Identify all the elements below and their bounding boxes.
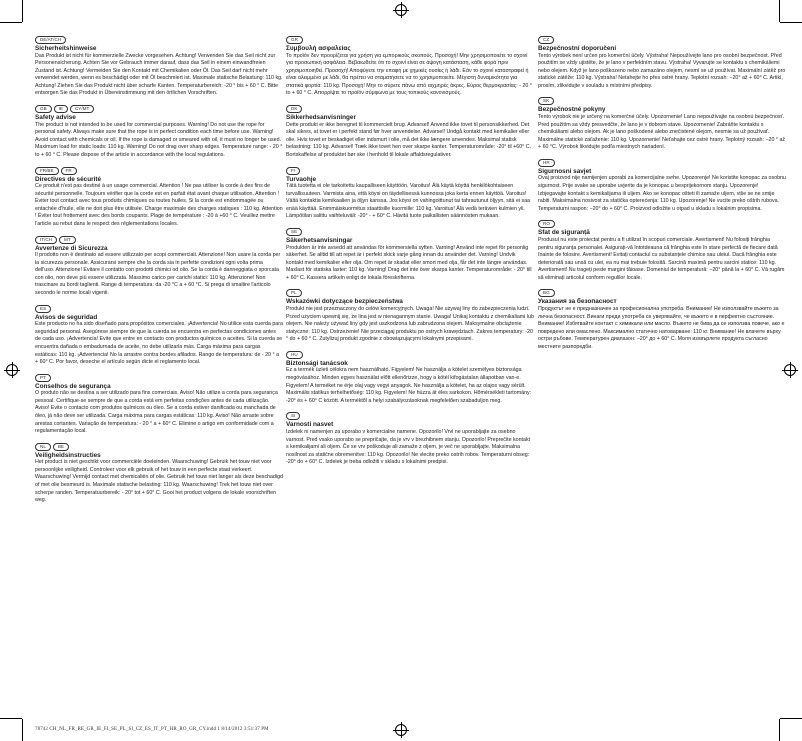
section-title: Συμβουλή ασφαλείας bbox=[286, 45, 351, 52]
crop-mark bbox=[22, 0, 23, 22]
safety-section bbox=[35, 105, 283, 159]
language-badge: NL bbox=[35, 443, 51, 451]
safety-section bbox=[538, 36, 786, 90]
language-badges bbox=[538, 159, 786, 167]
language-badge: CZ bbox=[538, 36, 554, 44]
safety-section bbox=[286, 167, 534, 221]
safety-section bbox=[35, 167, 283, 229]
language-badges bbox=[35, 236, 283, 244]
language-badge: BE bbox=[53, 443, 69, 451]
section-title: Varnosti nasvet bbox=[286, 421, 334, 429]
safety-section bbox=[538, 159, 786, 213]
section-title: Safety advise bbox=[35, 114, 76, 122]
safety-section bbox=[35, 36, 283, 98]
safety-section bbox=[35, 374, 283, 436]
crop-mark bbox=[0, 718, 22, 719]
crop-mark bbox=[0, 22, 22, 23]
section-title: Bezpečnostné pokyny bbox=[538, 106, 606, 114]
language-badge: GB bbox=[35, 105, 52, 113]
section-body: O produto não se destina a ser utilizado para fins comerciais. Aviso! Não utilize a corda para segurança pessoal. Certifique-se sempre de que a corda está em perfeitas condições antes de cada utilização. Aviso! Evite o contacto com produtos químicos ou óleo. Se a corda estiver danificada ou manchada de óleo, já não deve ser utilizada. Carga máxima para cargas estáticas: 110 kg. Aviso! Não arraste sobre arestas cortantes. Variação de temperatura: - 20 ° a + 60° C. Elimine o artigo em conformidade com a regulamentação local. bbox=[35, 390, 278, 435]
section-title: Biztonsági tanácsok bbox=[286, 359, 348, 367]
safety-section bbox=[35, 305, 283, 367]
section-body: Este producto no ha sido diseñado para propósitos comerciales. ¡Advertencia! No utilice esta cuerda para seguridad personal. Asegúrese siempre de que la cuerda se encuentra en perfectas condiciones antes de cada uso. ¡Advertencia! Evite que entre en contacto con productos químicos o aceites. Si la cuerda se encuentra dañada o embadurnada de aceite, no debe utilizarla más. Carga máxima para cargas estáticas: 110 kg. ¡Advertencia! No la arrastre contra bordes afilados. Rango de temperatura: de - 20 ° a + 60° C. Por favor, deseche el artículo según dicte el reglamento local. bbox=[35, 321, 283, 366]
language-badges bbox=[286, 167, 534, 175]
safety-section bbox=[538, 289, 786, 351]
column-2 bbox=[286, 36, 534, 474]
section-body: Dette produkt er ikke beregnet til kommercielt brug. Advarsel! Anvend ikke tovet til personsikkerhed. Det skal sikres, at tovet er i perfekt stand før hver anvendelse. Advarsel! Undgå kontakt med kemikalier eller olie. Hvis tovet er beskadiget eller indsmurt i olie, må det ikke længere anvendes. Maksimal statisk belastning: 110 kg. Advarsel! Træk ikke tovet hen over skarpe kanter. Temperaturområde: -20° til +60° C. Bortskaffelse af produktet bør ske i henhold til lokale affaldsregulativer. bbox=[286, 121, 532, 158]
section-body: Tento výrobok nie je určený na komerčné účely. Upozornenie! Lano nepoužívajte na osobnú bezpečnosť. Pred použitím sa vždy presvedčte, že lano je v dobrom stave. Upozornenie! Zabráňte kontaktu s chemikáliami alebo olejom. Ak je lano poškodené alebo znečistené olejom, nesmie sa už používať. Maximálne statické zaťaženie: 110 kg. Upozornenie! Neťahajte cez ostré hrany. Teplotný rozsah: −20 ° až + 60 °C. Výrobok likvidujte podľa miestnych nariadení. bbox=[538, 113, 786, 151]
section-body: Produkt nie jest przeznaczony do celów komercyjnych. Uwaga! Nie używaj liny do zabezpieczenia ludzi. Przed użyciem upewnij się, że lina jest w nienagannym stanie. Uwaga! Unikaj kontaktu z chemikaliami lub olejem. Nie należy używać liny gdy jest uszkodzona lub zabrudzona olejem. Maksymalne obciążenie statyczne: 110 kg. Ostrzeżenie! Nie przeciągaj produktu po ostrych krawędziach. Zakres temperatury: -20 ° do + 60 ° C. Zutylizuj produkt zgodnie z obowiązującymi lokalnymi przepisami. bbox=[286, 305, 534, 343]
language-badge: FI bbox=[286, 167, 300, 175]
section-title: Directives de sécurité bbox=[35, 175, 102, 183]
language-badges bbox=[286, 289, 534, 297]
language-badges bbox=[538, 289, 786, 297]
language-badges bbox=[286, 351, 534, 359]
language-badges bbox=[35, 105, 283, 113]
registration-mark-icon bbox=[784, 364, 796, 376]
safety-section bbox=[35, 443, 283, 505]
language-badge: MT bbox=[59, 236, 76, 244]
section-title: Sicherheitshinweise bbox=[35, 45, 97, 52]
section-body: Produsul nu este proiectat pentru a fi utilizat în scopuri comerciale. Avertisment! Nu folosiți frânghia pentru siguranța personalei. Asigurați-vă întotdeauna că frânghia este în stare perfectă de fiecare dată înainte de folosire. Avertisment! Evitați contactul cu substanțele chimice sau uleiul. Dacă frânghia este deteriorată sau unsă cu ulei, ea nu mai trebuie folosită. Sarcină maximă pentru sarcini statice: 110 kg. Avertisment! Nu trageți peste margini tăioase. Domeniul de temperatură: −20° până la + 60° C. Vă rugăm să eliminați articolul conform regulilor locale. bbox=[538, 236, 785, 281]
safety-section bbox=[286, 228, 534, 282]
safety-section bbox=[538, 97, 786, 151]
section-body: Das Produkt ist nicht für kommerzielle Zwecke vorgesehen. Achtung! Verwenden Sie das Seil nicht zur Personensicherung. Achten Sie vor Gebrauch immer darauf, dass das Seil in einem einwandfreien Zustand ist. Achtung! Vermeiden Sie den Kontakt mit Chemikalien oder Öl. Das Seil darf nicht mehr verwendet werden, wenn es beschädigt oder mit Öl beschmiert ist. Maximale statische Belastung: 110 kg. Achtung! Ziehen Sie das Produkt nicht über scharfe Kanten. Temperaturbereich: -20 ° bis + 60 ° C. Bitte entsorgen Sie das Produkt in Übereinstimmung mit den örtlichen Vorschriften. bbox=[35, 52, 283, 97]
language-badge: HU bbox=[286, 351, 303, 359]
registration-mark-icon bbox=[395, 4, 407, 16]
section-body: The product is not intended to be used for commercial purposes. Warning! Do not use the rope for personal safety. Always make sure that the rope is in perfect condition each time before use. Warning! Avoid contact with chemicals or oil. If the rope is damaged or smeared with oil, it must no longer be used. Maximum load for static loads: 110 kg. Warning! Do not drag over sharp edges. Temperature range: - 20 ° to + 60 ° C. Please dispose of the article in accordance with the local regulations. bbox=[35, 121, 283, 158]
section-title: Wskazówki dotyczące bezpieczeństwa bbox=[286, 298, 403, 306]
language-badges bbox=[35, 36, 283, 44]
language-badges bbox=[538, 220, 786, 228]
section-title: Sigurnosni savjet bbox=[538, 167, 592, 175]
crop-mark bbox=[779, 0, 780, 22]
language-badge: BG bbox=[538, 289, 555, 297]
language-badges bbox=[35, 443, 283, 451]
registration-mark-icon bbox=[6, 364, 18, 376]
language-badge: IE bbox=[54, 105, 68, 113]
language-badges bbox=[35, 305, 283, 313]
crop-mark bbox=[780, 22, 802, 23]
language-badge: HR bbox=[538, 159, 555, 167]
language-badge: PL bbox=[286, 289, 302, 297]
section-body: Het product is niet geschikt voor commerciële doeleinden. Waarschuwing! Gebruik het touw niet voor persoonlijke veiligheid. Controleer voor elk gebruik of het touw in een perfecte staat verkeert. Waarschuwing! Vermijd contact met chemicaliën of olie. Gebruik het touw niet langer als deze beschadigd of met olie besmeurd is. Maximale statische belasting: 110 kg. Waarschuwing! Trek het touw niet over scherpe randen. Temperatuurbereik: - 20° tot + 60° C. Gooi het product volgens de lokale voorschriften weg. bbox=[35, 459, 284, 504]
section-body: Izdelek ni namenjen za uporabo v komercialne namene. Opozorilo! Vrvi ne uporabljajte za osebno varnost. Pred vsako uporabo se prepričajte, da je vrv v brezhibnem stanju. Opozorilo! Preprečite kontakt s kemikalijami ali oljem. Če se vrv poškoduje ali zamaže z oljem, je več ne uporabljajte. Maksimalna nosilnost za statične obremenitve: 110 kg. Opozorilo! Ne vlecite preko ostrih robov. Temperaturni obseg: -20° do + 60° C. Izdelek je treba odložiti v skladu s lokalnimi predpisi. bbox=[286, 428, 531, 466]
language-badge: SI bbox=[286, 412, 300, 420]
language-badge: SK bbox=[538, 97, 554, 105]
language-badge: RO bbox=[538, 220, 555, 228]
language-badge: ES bbox=[35, 305, 51, 313]
section-title: Turvaohje bbox=[286, 175, 317, 183]
language-badges bbox=[538, 36, 786, 44]
language-badges bbox=[286, 228, 534, 236]
section-title: Conselhos de segurança bbox=[35, 382, 111, 390]
safety-section bbox=[538, 220, 786, 282]
section-title: Säkerhetsanvisningar bbox=[286, 237, 353, 244]
section-body: Produkten är inte avsedd att användas för kommersiella syften. Varning! Använd inte repet för personlig säkerhet. Se alltid till att repet är i perfekt skick varje gång innan du använder det. Varning! Undvik kontakt med kemikalier eller olja. Om repet är skadat eller smort med olja, får det inte längre användas. Maxlast för statiska laster: 110 kg. Varning! Drag det inte över skarpa kanter. Temperaturområde: - 20° till + 60° C. Kassera artikeln enligt de lokala föreskrifterna. bbox=[286, 244, 532, 281]
section-body: Το προϊόν δεν προορίζεται για χρήση για εμπορικούς σκοπούς. Προσοχή! Μην χρησιμοποιείτε το σχοινί για προσωπική ασφάλεια. Βεβαιωθείτε ότι το σχοινί είναι σε άψογη κατάσταση, κάθε φορά πριν χρησιμοποιηθεί. Προσοχή! Αποφύγετε την επαφή με χημικές ουσίες ή λάδι. Εάν το σχοινί καταστραφεί ή είναι αλειμμένο με λάδι, θα πρέπει να σταματήσετε να το χρησιμοποιείτε. Μέγιστη δυναμικότητα για στατικά φορτία: 110 kg. Προσοχή! Μην το σύρετε πάνω από αιχμηρές άκρες. Εύρος θερμοκρασίας: - 20 ° to + 60 ° C. Απορρίψτε το προϊόν σύμφωνα με τους τοπικούς κανονισμούς. bbox=[286, 52, 532, 97]
language-badge: DE/AT/CH bbox=[35, 36, 66, 44]
column-1 bbox=[35, 36, 283, 512]
section-title: Bezpečnostní doporučení bbox=[538, 45, 617, 52]
crop-mark bbox=[779, 719, 780, 741]
safety-section bbox=[286, 289, 534, 343]
section-title: Sikkerhedsanvisninger bbox=[286, 114, 356, 122]
language-badges bbox=[35, 374, 283, 382]
language-badge: GR bbox=[286, 36, 303, 44]
safety-section bbox=[35, 236, 283, 298]
section-title: Указания за безопасност bbox=[538, 298, 617, 306]
section-title: Sfat de siguranță bbox=[538, 229, 590, 237]
language-badge: CY/MT bbox=[70, 105, 94, 113]
language-badges bbox=[286, 412, 534, 420]
safety-section bbox=[286, 412, 534, 466]
language-badge: DK bbox=[286, 105, 302, 113]
section-title: Avisos de seguridad bbox=[35, 313, 98, 321]
language-badges bbox=[286, 105, 534, 113]
section-body: Il prodotto non è destinato ad essere utilizzato per scopi commerciali. Attenzione! Non usare la corda per la sicurezza personale. Assicurarsi sempre che la corda sia in perfette condizioni ogni volta prima dell'uso. Attenzione! Evitare il contatto con prodotti chimici od olio. Se la corda è danneggiata o sporcata con olio, non deve più essere utilizzata. Massimo carico per carichi statici: 110 kg. Attenzione! Non trascinare su bordi taglienti. Range di temperatura: da -20 °C a + 60 °C. Si prega di smaltire l'articolo secondo le norme locali vigenti. bbox=[35, 252, 281, 297]
language-badge: PT bbox=[35, 374, 51, 382]
crop-mark bbox=[22, 719, 23, 741]
safety-section bbox=[286, 105, 534, 159]
registration-mark-icon bbox=[395, 724, 407, 736]
print-slug: 78742 CH_NL_FR_RE_GR_IE_FI_SE_PL_SI_CZ_ES_IT_PT_HR_RO_GR_CY.indd 1 8/14/2012 3:51:37 PM bbox=[35, 727, 269, 732]
section-title: Veiligheidsinstructies bbox=[35, 451, 101, 459]
column-3 bbox=[538, 36, 786, 359]
safety-section bbox=[286, 36, 534, 98]
section-body: Ovaj proizvod nije namijenjen uporabi za komercijalne svrhe. Upozorenje! Ne koristite konopac za osobnu sigurnost. Prije svake se uporabe uvjerite da je konopac u besprijekornom stanju. Upozorenje! Izbjegavajte kontakt s kemikalijama ili uljem. Ako se konopac ošteti ili zamaže uljem, više se ne smije rabiti. Maksimalna nosivost za statička opterećenja: 110 kg. Upozorenje! Ne vucite preko oštrih rubova. Temperaturni raspon: −20° do + 60° C. Proizvod odložite u otpad u skladu s lokalnim propisima. bbox=[538, 175, 786, 212]
language-badge: SE bbox=[286, 228, 302, 236]
section-body: Tento výrobek není určen pro komerční účely. Výstraha! Nepoužívejte lano pro osobní bezpečnost. Před použitím se vždy ujistěte, že je lano v perfektním stavu. Výstraha! Vyvarujte se kontaktu s chemikáliemi nebo olejem. Když je lano poškozeno nebo zamazáno olejem, nesmí se už používat. Maximální zátěž pro statické zátěže: 110 kg. Výstraha! Netahejte ho přes ostré hrany. Teplotní rozsah: −20° až + 60° C. Artikl, prosím, zlikvidujte v souladu s místními předpisy. bbox=[538, 52, 786, 89]
language-badge: FR/BE bbox=[35, 167, 59, 175]
section-body: Ez a termék üzleti célokra nem használható. Figyelem! Ne használja a kötelet személyes biztonsága megóvásához. Minden egyes használat előtt ellenőrizze, hogy a kötél kifogástalan állapotban van-e. Figyelem! A terméket ne érje olaj vagy vegyi anyagok. Ne használja a kötelet, ha az olajos vagy sérült. Maximális statikus terhelhetőség: 110 kg. Figyelem! Ne húzza át éles sarkokon. Hőmérsékleti tartomány: -20° és + 60° C között. A terméktől a helyi szabályozásoknak megfelelően szabaduljon meg. bbox=[286, 367, 532, 404]
language-badge: FR bbox=[61, 167, 77, 175]
language-badge: IT/CH bbox=[35, 236, 57, 244]
language-badges bbox=[286, 36, 534, 44]
language-badges bbox=[538, 97, 786, 105]
section-body: Ce produit n'est pas destiné à un usage commercial. Attention ! Ne pas utiliser la corde à des fins de sécurité personnelle. Toujours vérifier que la corde est en parfait état avant chaque utilisation. Attention ! Éviter tout contact avec tous produits chimiques ou toutes huiles. Si la corde est endommagée ou entachée d'huile, elle ne doit plus être utilisée. Charge maximale des charges statiques : 110 kg. Attention ! Éviter tout frottement avec des bords coupants. Plage de température : -20 à +60 ° C. Veuillez mettre l'article au rebut dans le respect des réglementations locales. bbox=[35, 183, 283, 227]
section-body: Tätä tuotetta ei ole tarkoitettu kaupalliseen käyttöön. Varoitus! Älä käytä köyttä henkilökohtaiseen turvallisuuteen. Varmista aina, että köysi on täydellisessä kunnossa joka kerta ennen käyttöä. Varoitus! Vältä kontaktia kemikaalien ja öljyn kanssa. Jos köysi on vahingoittunut tai tahrautunut öljyyn, sitä ei saa enää käyttää. Enimmäiskuormitus staattisille kuormille: 110 kg. Varoitus! Älä vedä terävien kulmien yli. Lämpötilan salittu vaihteluväli: -20° - + 60° C. Hävitä tuote paikallisten säännösten mukaan. bbox=[286, 183, 531, 220]
section-body: Продуктът не е предназначен за професионална употреба. Внимание! Не използвайте въжето за лична безопасност. Винаги преди употреба се уверявайте, че въжето е в перфектно състояние. Внимание! Избягвайте контакт с химикали или масло. Въжето не бива да се използва повече, ако е повредено или омаслено. Максимално статично натоварване: 110 кг. Внимание! Не влачете върху остри ръбове. Температурен диапазон: −20° до + 60° C. Моля изхвърлете продукта съгласно местните разпоредби. bbox=[538, 305, 785, 350]
language-badges bbox=[35, 167, 283, 175]
section-title: Avvertenze di Sicurezza bbox=[35, 244, 108, 252]
safety-section bbox=[286, 351, 534, 405]
crop-mark bbox=[780, 718, 802, 719]
